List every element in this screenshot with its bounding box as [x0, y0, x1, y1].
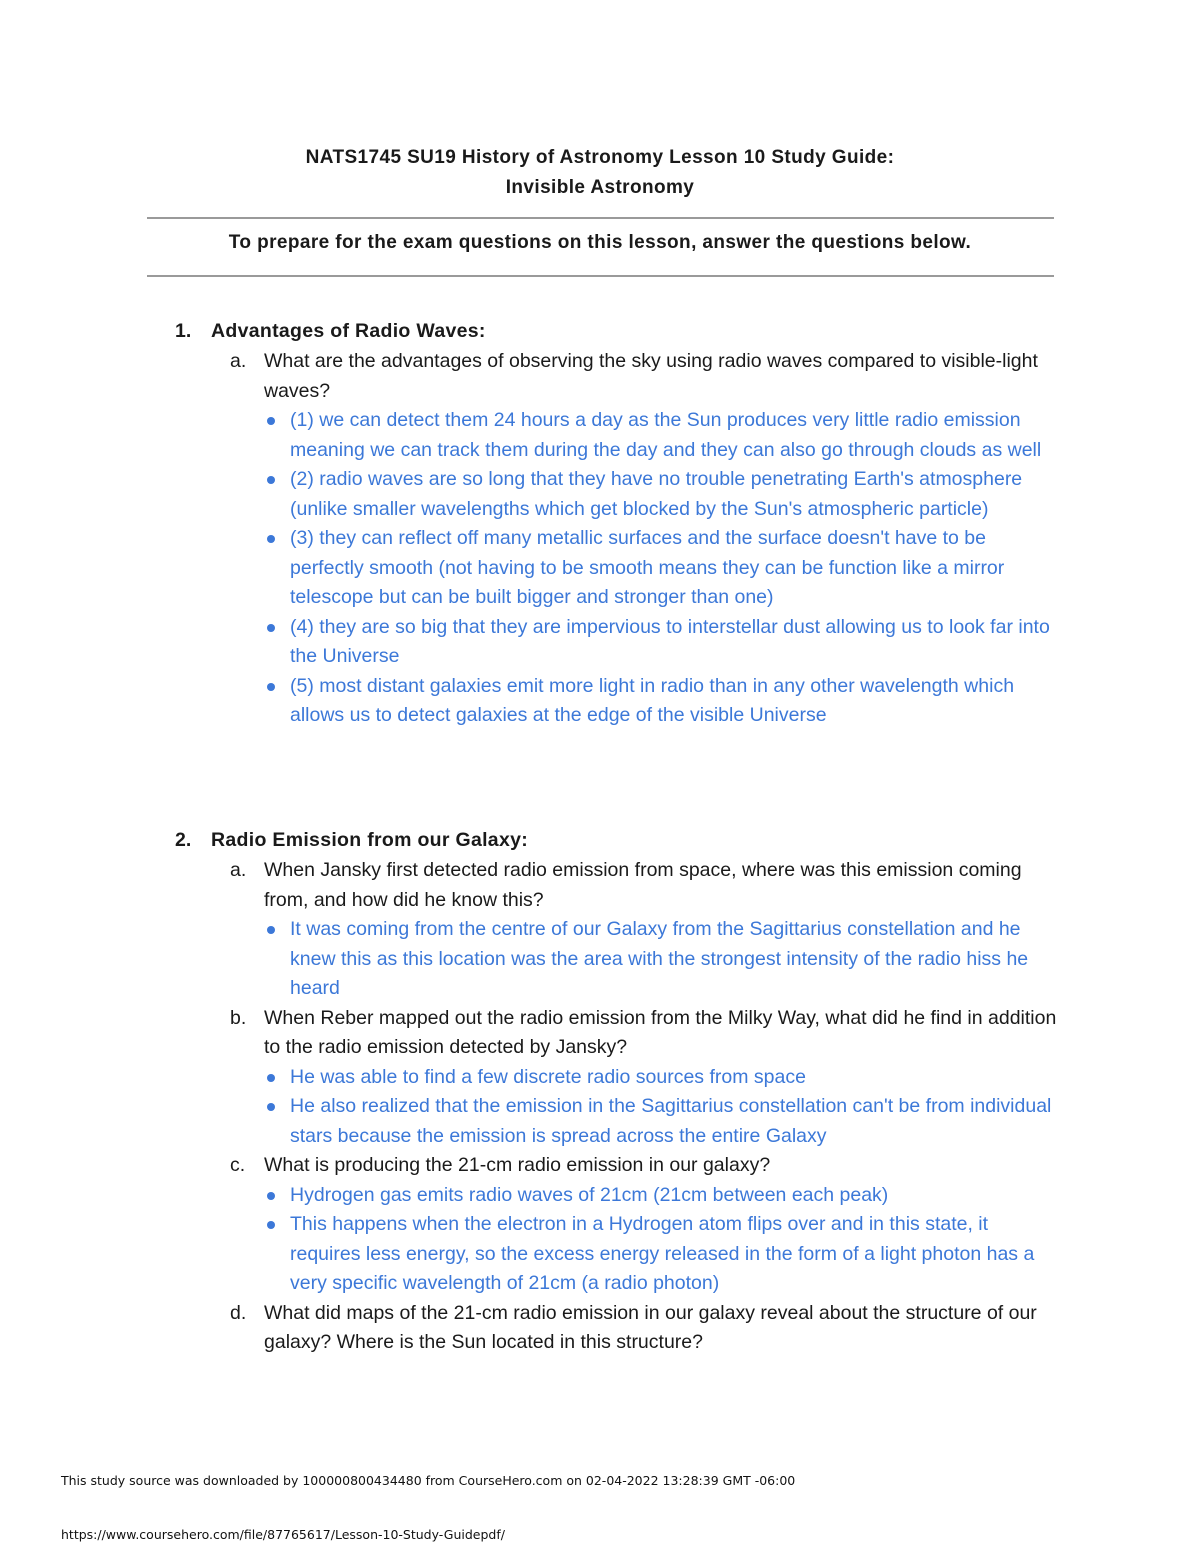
section-title: Radio Emission from our Galaxy:: [211, 829, 529, 851]
bottom-divider: [147, 275, 1054, 277]
answer-item: [290, 1063, 1060, 1093]
answer-item: [290, 465, 1060, 524]
bullet-icon: [267, 1074, 275, 1082]
question-2a: [0, 856, 1200, 1004]
answer-item: [290, 1181, 1060, 1211]
answer-text: Hydrogen gas emits radio waves of 21cm (21cm between each peak): [290, 1183, 889, 1206]
question-text: What is producing the 21-cm radio emission in our galaxy?: [264, 1154, 771, 1176]
answer-text: This happens when the electron in a Hydrogen atom flips over and in this state, it requires less energy, so the excess energy released in the form of a light photon has a very specific wavelength of 21cm (a radio photon): [290, 1213, 1035, 1294]
answer-item: [290, 613, 1060, 672]
section-2: [0, 826, 1200, 1358]
answer-list: [0, 1181, 1200, 1299]
answer-item: [290, 524, 1060, 613]
question-text: What are the advantages of observing the sky using radio waves compared to visible-light waves?: [264, 350, 1038, 402]
question-text: When Reber mapped out the radio emission from the Milky Way, what did he find in addition to the radio emission detected by Jansky?: [264, 1006, 1057, 1058]
question-2d: [0, 1299, 1200, 1358]
answer-list: [0, 1063, 1200, 1152]
question-2c: [0, 1151, 1200, 1299]
question-letter: a.: [230, 350, 247, 372]
question-text: What did maps of the 21-cm radio emission in our galaxy reveal about the structure of our galaxy? Where is the Sun located in this structure?: [264, 1301, 1037, 1353]
question-letter: c.: [230, 1154, 246, 1176]
instructions-text: To prepare for the exam questions on this lesson, answer the questions below.: [228, 232, 972, 253]
section-1: [0, 317, 1200, 731]
answer-text: He also realized that the emission in the Sagittarius constellation can't be from individual stars because the emission is spread across the entire Galaxy: [290, 1095, 1052, 1147]
answer-item: [290, 672, 1060, 731]
section-title: Advantages of Radio Waves:: [211, 320, 486, 342]
answer-list: [0, 406, 1200, 731]
download-note: This study source was downloaded by 100000800434480 from CourseHero.com on 02-04-2022 13:28:39 GMT -06:00: [61, 1473, 796, 1488]
section-number: 2.: [175, 829, 192, 851]
answer-item: [290, 1210, 1060, 1299]
bullet-icon: [267, 926, 275, 934]
question-1a: [0, 347, 1200, 731]
bullet-icon: [267, 535, 275, 543]
source-url-link[interactable]: https://www.coursehero.com/file/87765617/Lesson-10-Study-Guidepdf/: [61, 1527, 505, 1542]
answer-text: (3) they can reflect off many metallic surfaces and the surface doesn't have to be perfectly smooth (not having to be smooth means they can be function like a mirror telescope but can be built bigger and stronger than one): [290, 527, 1005, 608]
question-2b: [0, 1004, 1200, 1152]
question-letter: a.: [230, 859, 247, 881]
question-text: When Jansky first detected radio emission from space, where was this emission coming from, and how did he know this?: [264, 859, 1022, 911]
answer-text: (4) they are so big that they are impervious to interstellar dust allowing us to look far into the Universe: [290, 615, 1050, 667]
bullet-icon: [267, 417, 275, 425]
question-letter: d.: [230, 1301, 247, 1324]
top-divider: [147, 217, 1054, 219]
answer-text: He was able to find a few discrete radio sources from space: [290, 1065, 806, 1088]
section-number: 1.: [175, 320, 192, 342]
title-line-2: Invisible Astronomy: [505, 177, 695, 198]
answer-item: [290, 406, 1060, 465]
bullet-icon: [267, 624, 275, 632]
bullet-icon: [267, 1221, 275, 1229]
bullet-icon: [267, 476, 275, 484]
document-title: [0, 143, 1200, 203]
answer-item: [290, 915, 1060, 1004]
answer-item: [290, 1092, 1060, 1151]
answer-list: [0, 915, 1200, 1004]
answer-text: (2) radio waves are so long that they have no trouble penetrating Earth's atmosphere (unlike smaller wavelengths which get blocked by the Sun's atmospheric particle): [290, 468, 1023, 520]
bullet-icon: [267, 1192, 275, 1200]
bullet-icon: [267, 683, 275, 691]
answer-text: It was coming from the centre of our Galaxy from the Sagittarius constellation and he knew this as this location was the area with the strongest intensity of the radio hiss he heard: [290, 918, 1029, 999]
question-letter: b.: [230, 1006, 247, 1029]
title-line-1: NATS1745 SU19 History of Astronomy Lesson 10 Study Guide:: [305, 147, 895, 168]
answer-text: (5) most distant galaxies emit more light in radio than in any other wavelength which allows us to detect galaxies at the edge of the visible Universe: [290, 674, 1015, 726]
bullet-icon: [267, 1103, 275, 1111]
answer-text: (1) we can detect them 24 hours a day as the Sun produces very little radio emission meaning we can track them during the day and they can also go through clouds as well: [290, 409, 1042, 461]
